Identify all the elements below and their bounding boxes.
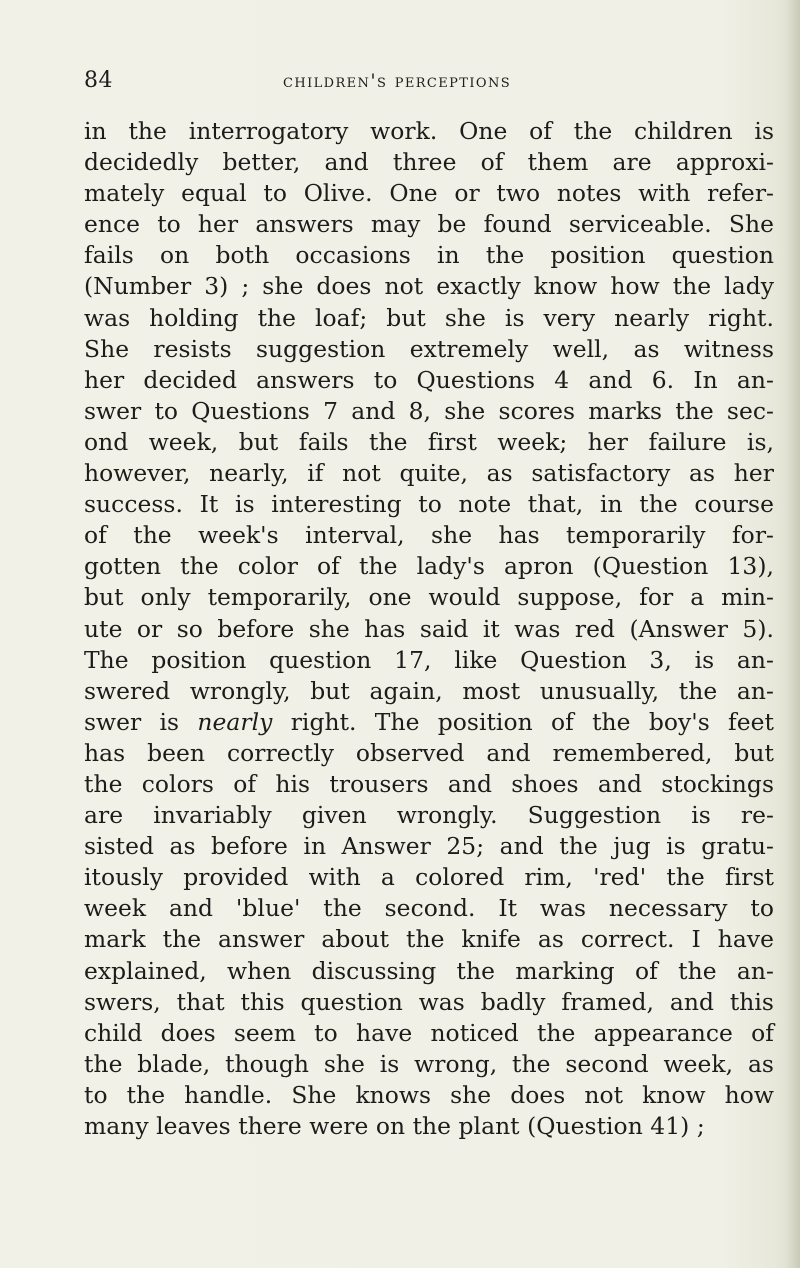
text-line: week and 'blue' the second. It was necessary to xyxy=(84,894,774,923)
text-line: mately equal to Olive. One or two notes with refer- xyxy=(84,179,774,208)
page-header xyxy=(84,68,724,98)
text-line: The position question 17, like Question 3, is an- xyxy=(84,645,774,674)
text-line: the blade, though she is wrong, the second week, as xyxy=(84,1049,774,1078)
text-line: fails on both occasions in the position question xyxy=(84,241,774,270)
line-text-before: swer is xyxy=(84,707,198,736)
text-line: are invariably given wrongly. Suggestion is re- xyxy=(84,801,774,830)
text-line: (Number 3) ; she does not exactly know how the lady xyxy=(84,272,774,301)
text-line: explained, when discussing the marking of the an- xyxy=(84,956,774,985)
text-line: mark the answer about the knife as correct. I have xyxy=(84,925,774,954)
text-line: swers, that this question was badly framed, and this xyxy=(84,987,774,1016)
text-line: in the interrogatory work. One of the children is xyxy=(84,117,774,145)
running-head: children's perceptions xyxy=(283,70,512,92)
text-line: many leaves there were on the plant (Question 41) ; xyxy=(84,1112,705,1140)
text-line: gotten the color of the lady's apron (Question 13), xyxy=(84,552,774,581)
body-paragraph xyxy=(84,116,774,1142)
text-line: her decided answers to Questions 4 and 6. In an- xyxy=(84,365,774,394)
text-line: success. It is interesting to note that, in the course xyxy=(84,490,774,519)
text-line: itously provided with a colored rim, 'red' the first xyxy=(84,863,774,892)
line-text-after: right. The position of the boy's feet xyxy=(272,707,774,736)
text-line: sisted as before in Answer 25; and the jug is gratu- xyxy=(84,832,774,861)
text-line: the colors of his trousers and shoes and stockings xyxy=(84,769,774,798)
text-line: ond week, but fails the first week; her failure is, xyxy=(84,427,774,456)
page-number: 84 xyxy=(84,68,113,93)
text-line: child does seem to have noticed the appearance of xyxy=(84,1018,774,1047)
emphasized-word: nearly xyxy=(197,707,273,736)
text-line: of the week's interval, she has temporarily for- xyxy=(84,521,774,550)
text-line-with-emphasis xyxy=(84,707,774,738)
text-line: was holding the loaf; but she is very nearly right. xyxy=(84,303,774,332)
text-line: ute or so before she has said it was red (Answer 5). xyxy=(84,614,774,643)
text-line: decidedly better, and three of them are approxi- xyxy=(84,148,774,177)
text-line: swer to Questions 7 and 8, she scores marks the sec- xyxy=(84,396,774,425)
text-line: to the handle. She knows she does not know how xyxy=(84,1080,774,1109)
text-line: however, nearly, if not quite, as satisfactory as her xyxy=(84,459,774,488)
text-line: ence to her answers may be found serviceable. She xyxy=(84,210,774,239)
text-line: has been correctly observed and remembered, but xyxy=(84,738,774,767)
text-line: swered wrongly, but again, most unusually, the an- xyxy=(84,676,774,705)
text-line: but only temporarily, one would suppose, for a min- xyxy=(84,583,774,612)
page-edge-shadow xyxy=(786,0,800,1268)
text-line: She resists suggestion extremely well, as witness xyxy=(84,334,774,363)
